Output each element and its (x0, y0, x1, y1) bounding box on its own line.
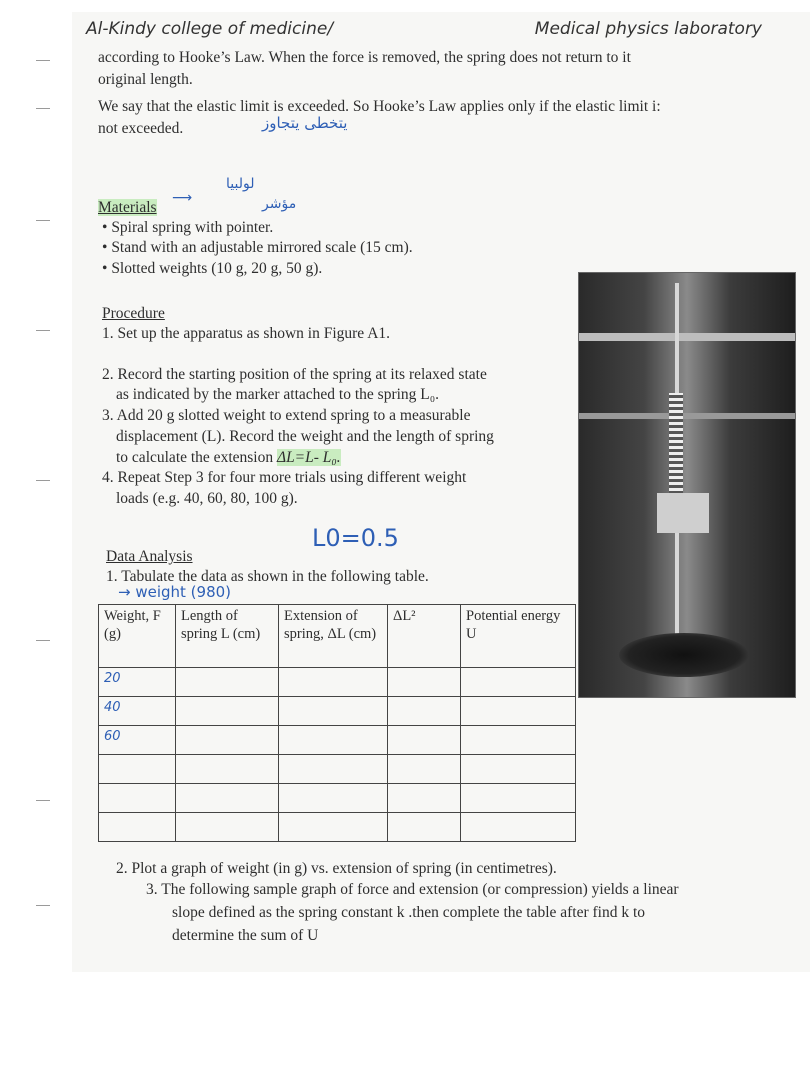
procedure-step: 1. Set up the apparatus as shown in Figure A1. (102, 325, 391, 342)
table-row: 60 (99, 726, 576, 755)
table-row: 40 (99, 697, 576, 726)
column-header: Weight, F (g) (99, 605, 176, 668)
table-header-row (99, 605, 576, 668)
intro-line: We say that the elastic limit is exceeded. So Hooke’s Law applies only if the elastic limit i: (98, 98, 661, 115)
procedure-step: 2. Record the starting position of the spring at its relaxed state (102, 366, 487, 383)
materials-item: • Stand with an adjustable mirrored scale (15 cm). (102, 237, 413, 259)
handwritten-note: → weight (980) (118, 583, 232, 601)
column-header: Potential energy U (461, 605, 576, 668)
table-row: 20 (99, 668, 576, 697)
data-analysis-heading: Data Analysis (106, 548, 193, 565)
intro-line: original length. (98, 71, 193, 88)
table-row (99, 784, 576, 813)
procedure-step: to calculate the extension ΔL=L- L₀. (116, 449, 341, 466)
handwritten-note: لولبيا (226, 176, 255, 192)
procedure-step: as indicated by the marker attached to the spring L₀. (116, 386, 440, 403)
intro-line: not exceeded. (98, 120, 184, 137)
procedure-heading: Procedure (102, 305, 165, 322)
materials-heading: Materials (98, 199, 157, 216)
analysis-step: 1. Tabulate the data as shown in the following table. (106, 568, 429, 585)
margin-mark (36, 905, 50, 906)
apparatus-photo (578, 272, 796, 698)
data-table (98, 604, 576, 842)
procedure-step: displacement (L). Record the weight and the length of spring (116, 428, 494, 445)
margin-mark (36, 60, 50, 61)
procedure-step: 4. Repeat Step 3 for four more trials using different weight (102, 469, 467, 486)
margin-mark (36, 220, 50, 221)
handwritten-arrow: ⟶ (172, 190, 193, 206)
handwritten-note: مؤشر (262, 196, 297, 212)
handwritten-note: L0=0.5 (312, 524, 399, 552)
margin-mark (36, 330, 50, 331)
analysis-step: 2. Plot a graph of weight (in g) vs. extension of spring (in centimetres). (116, 860, 557, 877)
handwritten-note: يتخطى يتجاوز (262, 114, 348, 132)
margin-mark (36, 800, 50, 801)
analysis-step: 3. The following sample graph of force and extension (or compression) yields a linear (146, 881, 679, 898)
table-row (99, 755, 576, 784)
column-header: Length of spring L (cm) (176, 605, 279, 668)
materials-item: • Spiral spring with pointer. (102, 217, 273, 239)
column-header: ΔL² (388, 605, 461, 668)
header-lab: Medical physics laboratory (534, 19, 762, 39)
column-header: Extension of spring, ΔL (cm) (279, 605, 388, 668)
margin-mark (36, 480, 50, 481)
header-college: Al-Kindy college of medicine/ (86, 19, 334, 39)
analysis-step: determine the sum of U (172, 927, 319, 944)
intro-line: according to Hooke’s Law. When the force is removed, the spring does not return to it (98, 49, 631, 66)
table-row (99, 813, 576, 842)
extension-formula: ΔL=L- L₀. (276, 449, 341, 466)
analysis-step: slope defined as the spring constant k .then complete the table after find k to (172, 904, 646, 921)
margin-mark (36, 640, 50, 641)
materials-item: • Slotted weights (10 g, 20 g, 50 g). (102, 258, 322, 280)
margin-mark (36, 108, 50, 109)
procedure-step: 3. Add 20 g slotted weight to extend spring to a measurable (102, 407, 471, 424)
procedure-step: loads (e.g. 40, 60, 80, 100 g). (116, 490, 298, 507)
